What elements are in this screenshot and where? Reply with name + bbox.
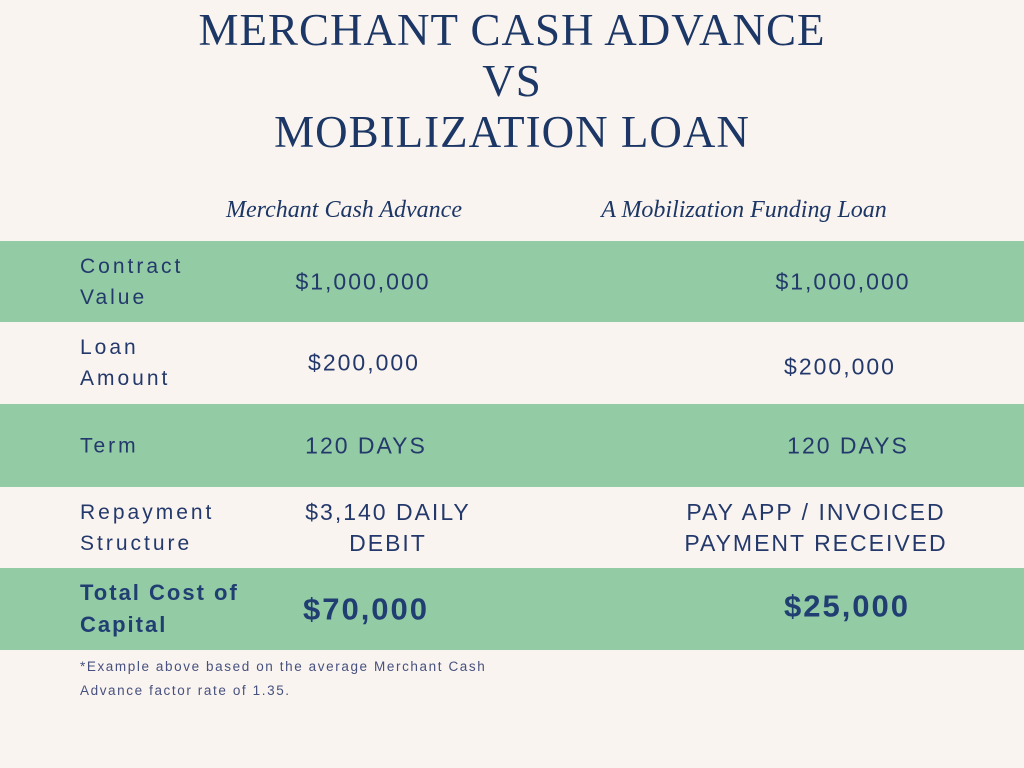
column-header-mobilization-loan: A Mobilization Funding Loan xyxy=(601,197,887,223)
page-title xyxy=(0,5,1024,158)
table-row-contract-value xyxy=(0,241,1024,322)
row-label: Repayment Structure xyxy=(80,500,215,555)
cell-mca-value: $70,000 xyxy=(302,591,430,627)
table-row-repayment-structure xyxy=(0,487,1024,568)
row-label: Loan Amount xyxy=(80,336,171,390)
cell-mobilization-value: 120 DAYS xyxy=(787,432,909,458)
row-label: Term xyxy=(80,434,139,457)
title-line-3: MOBILIZATION LOAN xyxy=(274,107,750,157)
title-line-1: MERCHANT CASH ADVANCE xyxy=(198,5,826,55)
cell-mca-value: $200,000 xyxy=(308,349,420,376)
cell-mca-value: $3,140 DAILY DEBIT xyxy=(305,498,471,556)
footnote: *Example above based on the average Merchant Cash Advance factor rate of 1.35. xyxy=(80,659,487,698)
table-row-total-cost-of-capital xyxy=(0,568,1024,650)
row-label: Total Cost of Capital xyxy=(80,580,239,637)
table-row-loan-amount xyxy=(0,322,1024,404)
title-line-2: VS xyxy=(482,56,542,106)
column-header-merchant-cash-advance: Merchant Cash Advance xyxy=(226,197,462,223)
cell-mobilization-value: $1,000,000 xyxy=(775,268,911,294)
table-row-term xyxy=(0,404,1024,487)
cell-mobilization-value: $200,000 xyxy=(784,353,896,380)
cell-mobilization-value: PAY APP / INVOICED PAYMENT RECEIVED xyxy=(684,498,948,556)
cell-mca-value: $1,000,000 xyxy=(295,268,431,294)
cell-mca-value: 120 DAYS xyxy=(305,432,427,458)
cell-mobilization-value: $25,000 xyxy=(783,588,911,624)
row-label: Contract Value xyxy=(80,254,184,309)
